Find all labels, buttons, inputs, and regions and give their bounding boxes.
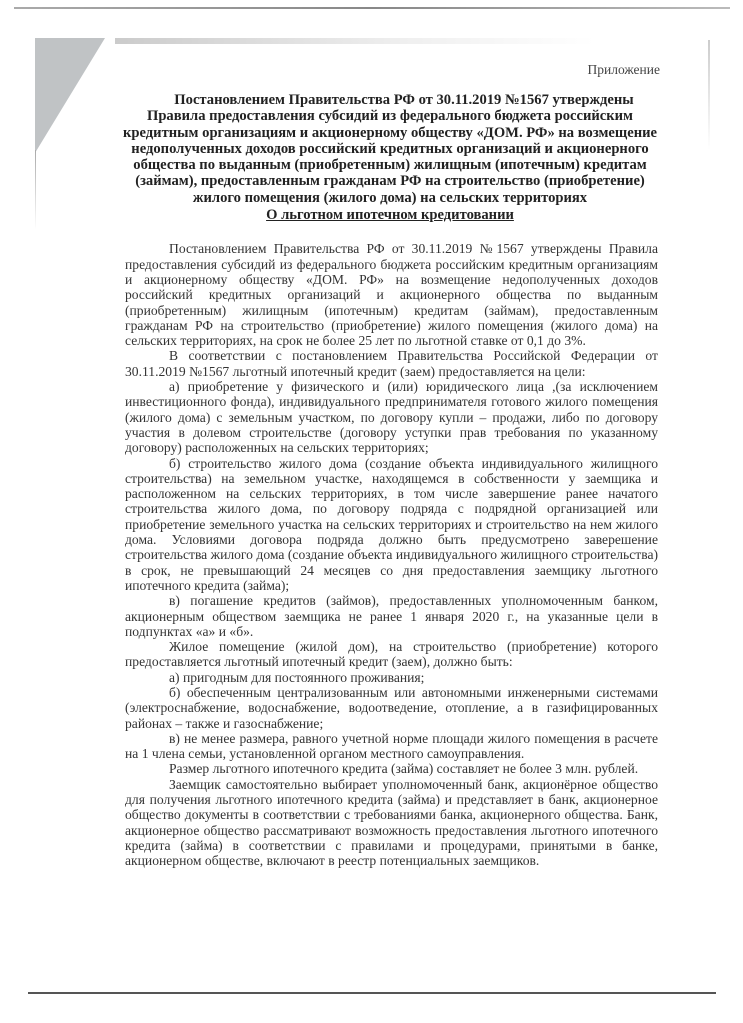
list-item: в) не менее размера, равного учетной норме площади жилого помещения в расчете на 1 члена семьи, установленной органом местного самоуправления.: [125, 730, 658, 762]
paragraph: Постановлением Правительства РФ от 30.11.2019 №1567 утверждены Правила предоставления субсидий из федерального бюджета российским кредитным организациям и акционерному обществу «ДОМ. РФ» на возмещение недополученных доходов российский кредитных организаций и акционерного общества по выданным (приобретенным) жилищным (ипотечным) кредитам (займам), предоставленным гражданам РФ на строительство (приобретение) жилого помещения (жилого дома) на сельских территориях, на срок не более 25 лет по льготной ставке от 0,1 до 3%.: [125, 241, 658, 349]
paragraph: Жилое помещение (жилой дом), на строительство (приобретение) которого предоставляется льготный ипотечный кредит (заем), должно быть:: [125, 639, 658, 670]
paragraph: Размер льготного ипотечного кредита (займа) составляет не более 3 млн. рублей.: [169, 761, 639, 777]
list-item: в) погашение кредитов (займов), предоставленных уполномоченным банком, акционерным обществом заемщика не ранее 1 января 2020 г., на указанные цели в подпунктах «а» и «б».: [125, 593, 658, 639]
paragraph: В соответствии с постановлением Правительства Российской Федерации от 30.11.2019 №1567 льготный ипотечный кредит (заем) предоставляется на цели:: [125, 348, 658, 379]
document-title-text: Постановлением Правительства РФ от 30.11.2019 №1567 утверждены Правила предоставления субсидий из федерального бюджета российским кредитным организациям и акционерному обществу «ДОМ. РФ» на возмещение недополученных доходов российский кредитных организаций и акционерного общества по выданным (приобретенным) жилищным (ипотечным) кредитам (займам), предоставленным гражданам РФ на строительство (приобретение) жилого помещения (жилого дома) на сельских территориях: [122, 92, 658, 206]
list-item: а) пригодным для постоянного проживания;: [169, 669, 425, 685]
appendix-label: Приложение: [587, 62, 660, 77]
document-title: [120, 92, 660, 206]
list-item: а) приобретение у физического и (или) юридического лица ,(за исключением инвестиционного фонда), индивидуального предпринимателя готового жилого помещения (жилого дома) с земельным участком, по договору купли – продажи, либо по договору участия в долевом строительстве (договору уступки прав требования по указанному договору) расположенных на сельских территориях;: [125, 379, 658, 456]
document-subtitle: О льготном ипотечном кредитовании: [266, 207, 514, 224]
list-item: б) обеспеченным централизованным или автономными инженерными системами (электроснабжение, водоснабжение, водоотведение, отопление, а в газифицированных районах – также и газоснабжение;: [125, 684, 658, 731]
scan-left-edge: [35, 150, 36, 230]
scan-shadow-artifact: [35, 38, 105, 153]
scan-bottom-edge: [28, 992, 716, 994]
list-item: б) строительство жилого дома (создание объекта индивидуального жилищного строительства) на земельном участке, находящемся в собственности у заемщика и расположенном на сельских территориях, в том числе завершение ранее начатого строительства жилого дома, по договору подряда с подрядной организацией или приобретение земельного участка на сельских территориях и строительство на нем жилого дома. Условиями договора подряда должно быть предусмотрено заверешение строительства жилого дома (создание объекта индивидуального жилищного строительства) в срок, не превышающий 24 месяцев со дня предоставления заемщику льготного ипотечного кредита (займа);: [125, 455, 658, 593]
document-page: [120, 0, 660, 909]
paragraph: Заемщик самостоятельно выбирает уполномоченный банк, акционёрное общество для получения льготного ипотечного кредита (займа) и представляет в банк, акционерное общество документы в соответствии с требованиями банка, акционерного общества. Банк, акционерное общество рассматривают возможность предоставления льготного ипотечного кредита (займа) в соответствии с правилами и процедурами, принятыми в банке, акционерном обществе, включают в реестр потенциальных заемщиков.: [125, 776, 658, 869]
document-body: [125, 241, 658, 868]
scan-right-edge: [708, 40, 710, 150]
